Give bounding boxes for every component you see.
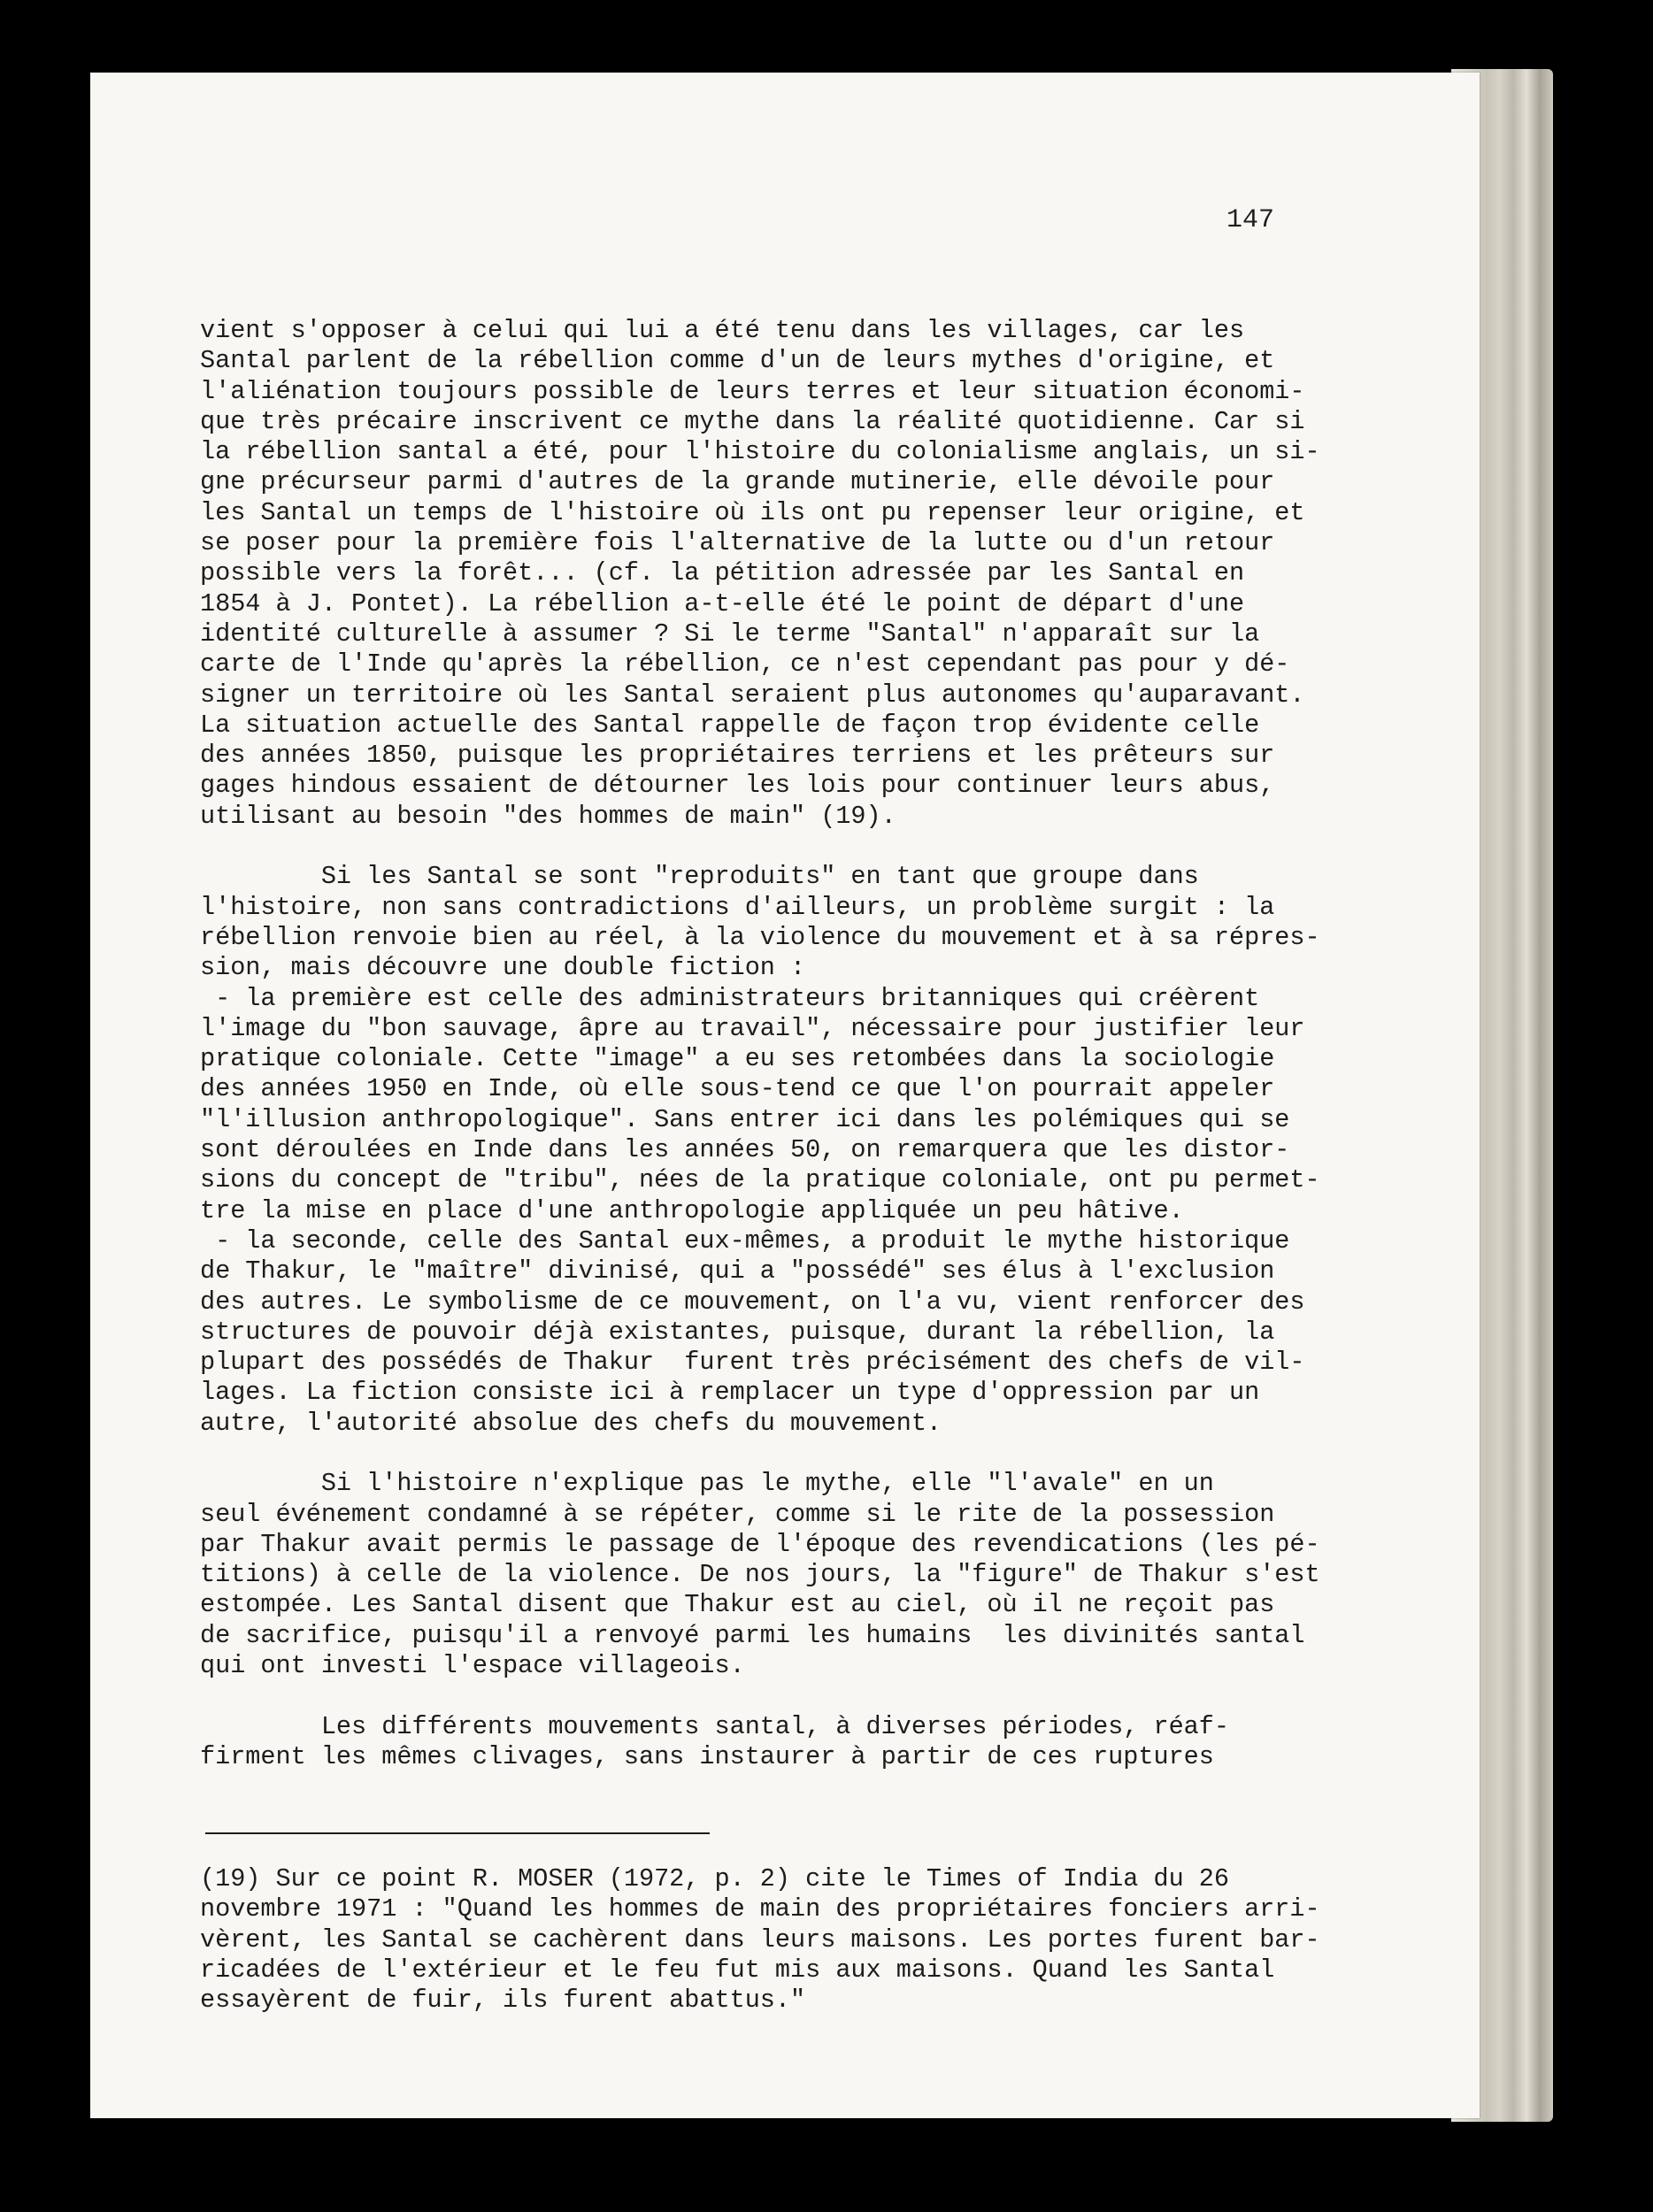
- footnote-19: (19) Sur ce point R. MOSER (1972, p. 2) cite le Times of India du 26 novembre 1971 : "Quand les hommes de main des propriétaires fonciers arri- vèrent, les Santal se cachèrent dans leurs maisons. Les portes furent bar- ricadées de l'extérieur et le feu fut mis aux maisons. Quand les Santal essayèrent de fuir, ils furent abattus.": [200, 1864, 1320, 2016]
- footnote-separator: [205, 1832, 710, 1834]
- body-text: vient s'opposer à celui qui lui a été tenu dans les villages, car les Santal parlent de la rébellion comme d'un de leurs mythes d'origine, et l'aliénation toujours possible de leurs terres et leur situation économi- que très précaire inscrivent ce mythe dans la réalité quotidienne. Car si la rébellion santal a été, pour l'histoire du colonialisme anglais, un si- gne précurseur parmi d'autres de la grande mutinerie, elle dévoile pour les Santal un temps de l'histoire où ils ont pu repenser leur origine, et se poser pour la première fois l'alternative de la lutte ou d'un retour possible vers la forêt... (cf. la pétition adressée par les Santal en 1854 à J. Pontet). La rébellion a-t-elle été le point de départ d'une identité culturelle à assumer ? Si le terme "Santal" n'apparaît sur la carte de l'Inde qu'après la rébellion, ce n'est cependant pas pour y dé- signer un territoire où les Santal seraient plus autonomes qu'auparavant. La situation actuelle des Santal rappelle de façon trop évidente celle des années 1850, puisque les propriétaires terriens et les prêteurs sur gages hindous essaient de détourner les lois pour continuer leurs abus, utilisant au besoin "des hommes de main" (19). Si les Santal se sont "reproduits" en tant que groupe dans l'histoire, non sans contradictions d'ailleurs, un problème surgit : la rébellion renvoie bien au réel, à la violence du mouvement et à sa répres- sion, mais découvre une double fiction : - la première est celle des administrateurs britanniques qui créèrent l'image du "bon sauvage, âpre au travail", nécessaire pour justifier leur pratique coloniale. Cette "image" a eu ses retombées dans la sociologie des années 1950 en Inde, où elle sous-tend ce que l'on pourrait appeler "l'illusion anthropologique". Sans entrer ici dans les polémiques qui se sont déroulées en Inde dans les années 50, on remarquera que les distor- sions du concept de "tribu", nées de la pratique coloniale, ont pu permet- tre la mise en place d'une anthropologie appliquée un peu hâtive. - la seconde, celle des Santal eux-mêmes, a produit le mythe historique de Thakur, le "maître" divinisé, qui a "possédé" ses élus à l'exclusion des autres. Le symbolisme de ce mouvement, on l'a vu, vient renforcer des structures de pouvoir déjà existantes, puisque, durant la rébellion, la plupart des possédés de Thakur furent très précisément des chefs de vil- lages. La fiction consiste ici à remplacer un type d'oppression par un autre, l'autorité absolue des chefs du mouvement. Si l'histoire n'explique pas le mythe, elle "l'avale" en un seul événement condamné à se répéter, comme si le rite de la possession par Thakur avait permis le passage de l'époque des revendications (les pé- titions) à celle de la violence. De nos jours, la "figure" de Thakur s'est estompée. Les Santal disent que Thakur est au ciel, où il ne reçoit pas de sacrifice, puisqu'il a renvoyé parmi les humains les divinités santal qui ont investi l'espace villageois. Les différents mouvements santal, à diverses périodes, réaf- firment les mêmes clivages, sans instaurer à partir de ces ruptures: [200, 316, 1320, 1771]
- page-number: 147: [1226, 205, 1275, 235]
